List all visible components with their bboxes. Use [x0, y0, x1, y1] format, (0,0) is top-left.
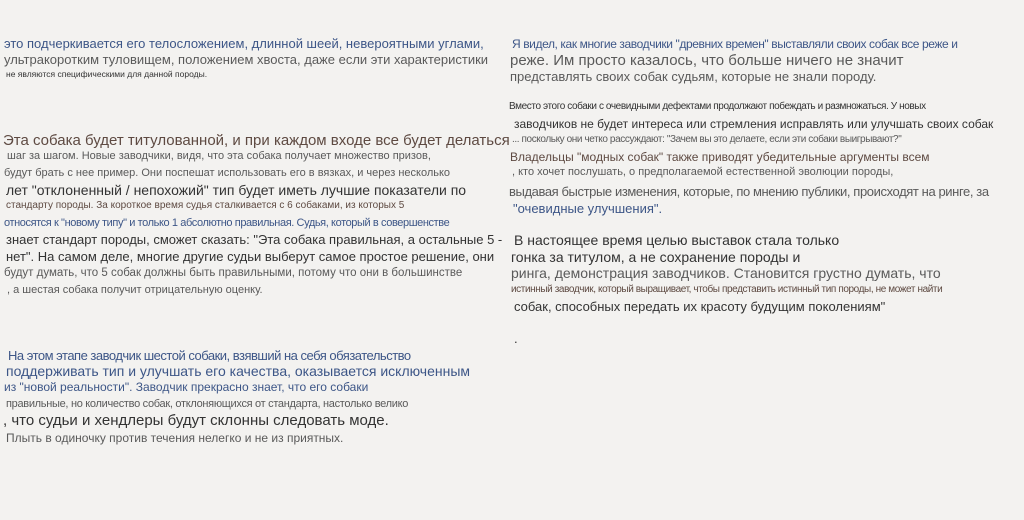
text-line: из "новой реальности". Заводчик прекрасно знает, что его собаки — [4, 380, 369, 394]
text-line: На этом этапе заводчик шестой собаки, взявший на себя обязательство — [8, 348, 411, 363]
text-line: представлять своих собак судьям, которые не знали породу. — [510, 69, 877, 84]
text-line: заводчиков не будет интереса или стремления исправлять или улучшать своих собак — [514, 117, 994, 131]
text-line: , кто хочет послушать, о предполагаемой естественной эволюции породы, — [512, 166, 894, 178]
text-line: гонка за титулом, а не сохранение породы и — [511, 249, 801, 265]
text-line: стандарту породы. За короткое время судья сталкивается с 6 собаками, из которых 5 — [6, 200, 405, 211]
text-line: ринга, демонстрация заводчиков. Становится грустно думать, что — [511, 265, 941, 281]
text-line: собак, способных передать их красоту будущим поколениям" — [514, 299, 886, 314]
text-line: , что судьи и хендлеры будут склонны следовать моде. — [3, 412, 389, 429]
text-line: . — [514, 331, 518, 346]
text-line: это подчеркивается его телосложением, длинной шеей, невероятными углами, — [4, 36, 484, 51]
text-line: Владельцы "модных собак" также приводят убедительные аргументы всем — [510, 150, 930, 164]
text-line: шаг за шагом. Новые заводчики, видя, что эта собака получает множество призов, — [7, 150, 431, 162]
text-line: реже. Им просто казалось, что больше ничего не значит — [510, 52, 904, 69]
text-line: Эта собака будет титулованной, и при каждом входе все будет делаться — [3, 132, 510, 149]
text-line: Я видел, как многие заводчики "древних времен" выставляли своих собак все реже и — [512, 37, 958, 51]
text-line: , а шестая собака получит отрицательную оценку. — [7, 284, 263, 296]
text-line: ультракоротким туловищем, положением хвоста, даже если эти характеристики — [4, 52, 489, 67]
text-line: выдавая быстрые изменения, которые, по мнению публики, происходят на ринге, за — [509, 184, 989, 199]
text-line: правильные, но количество собак, отклоняющихся от стандарта, настолько велико — [6, 398, 409, 410]
text-line: будут брать с нее пример. Они поспешат использовать его в вязках, и через несколько — [4, 167, 451, 179]
text-line: В настоящее время целью выставок стала только — [514, 232, 840, 248]
text-line: не являются специфическими для данной породы. — [6, 69, 208, 79]
text-line: поддерживать тип и улучшать его качества, оказывается исключенным — [6, 363, 471, 379]
text-line: знает стандарт породы, сможет сказать: "Эта собака правильная, а остальные 5 - — [6, 232, 503, 247]
text-line: Плыть в одиночку против течения нелегко и не из приятных. — [6, 431, 344, 445]
text-line: будут думать, что 5 собак должны быть правильными, потому что они в большинстве — [4, 267, 463, 279]
text-line: лет "отклоненный / непохожий" тип будет иметь лучшие показатели по — [6, 182, 467, 198]
text-line: нет". На самом деле, многие другие судьи выберут самое простое решение, они — [6, 249, 495, 264]
text-line: "очевидные улучшения". — [513, 201, 663, 216]
text-line: Вместо этого собаки с очевидными дефектами продолжают побеждать и размножаться. У новых — [509, 101, 926, 112]
text-line: ... поскольку они четко рассуждают: "Зачем вы это делаете, если эти собаки выигрывают?" — [512, 134, 902, 145]
text-line: относятся к "новому типу" и только 1 абсолютно правильная. Судья, который в совершенстве — [4, 217, 450, 229]
text-line: истинный заводчик, который выращивает, чтобы представить истинный тип породы, не может найти — [511, 284, 943, 295]
